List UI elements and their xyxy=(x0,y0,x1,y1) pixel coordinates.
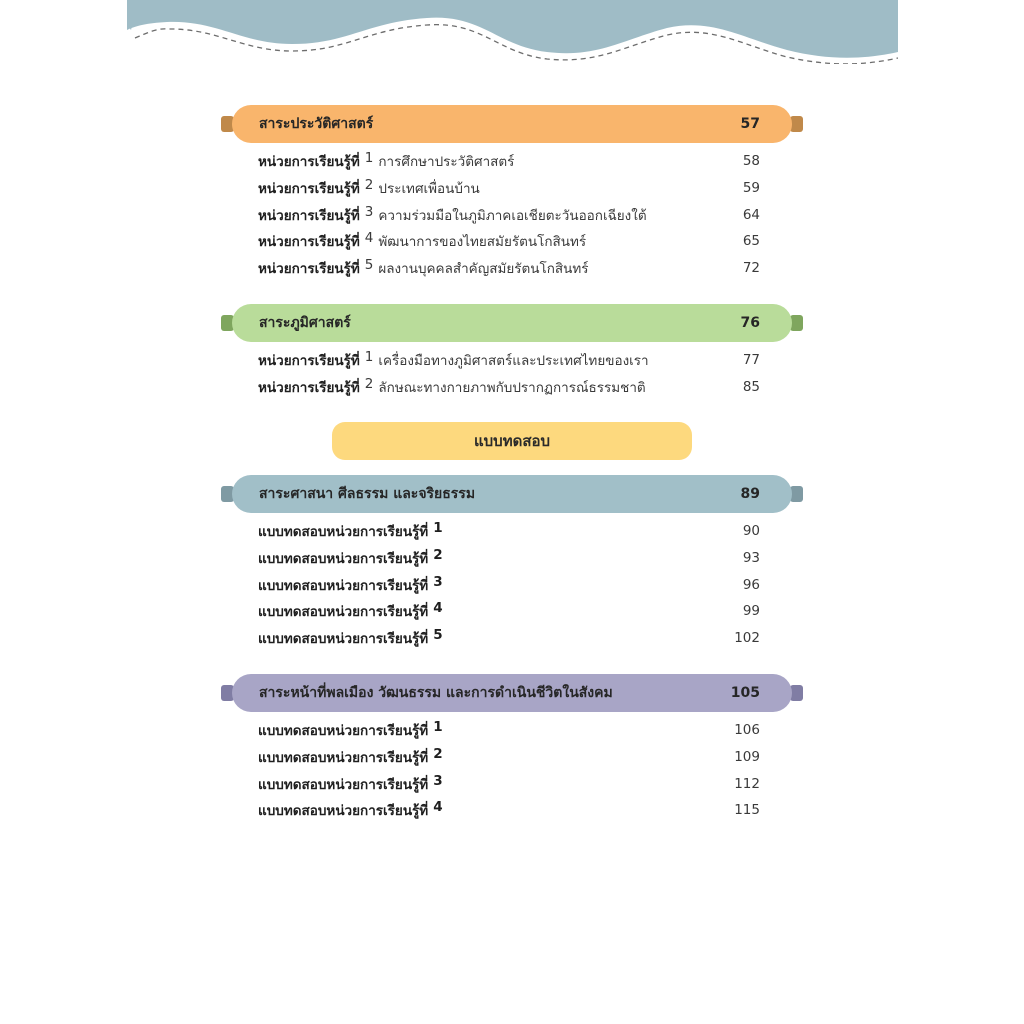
decorative-wave-header xyxy=(127,0,898,64)
entry-title: ลักษณะทางกายภาพกับปรากฏการณ์ธรรมชาติ xyxy=(378,379,646,396)
entry-test-label: แบบทดสอบหน่วยการเรียนรู้ที่ xyxy=(258,803,429,820)
entry-unit-number: 1 xyxy=(364,150,374,166)
entry-test-label: แบบทดสอบหน่วยการเรียนรู้ที่ xyxy=(258,631,429,648)
entry-test-label: แบบทดสอบหน่วยการเรียนรู้ที่ xyxy=(258,749,429,766)
entry-title: พัฒนาการของไทยสมัยรัตนโกสินทร์ xyxy=(378,234,587,251)
entry-label xyxy=(258,520,443,542)
entry-unit-label: หน่วยการเรียนรู้ที่ xyxy=(258,379,360,396)
toc-entry xyxy=(258,627,760,649)
entry-unit-number: 2 xyxy=(433,546,443,563)
entry-unit-label: หน่วยการเรียนรู้ที่ xyxy=(258,154,360,170)
entry-label xyxy=(258,600,443,622)
section-page: 76 xyxy=(740,315,760,331)
entry-label xyxy=(258,376,646,398)
section-page: 105 xyxy=(730,685,760,701)
entry-label xyxy=(258,349,649,371)
entry-label xyxy=(258,799,443,821)
entry-page-number: 99 xyxy=(742,603,760,620)
entry-label xyxy=(258,204,647,226)
toc-entry xyxy=(258,520,760,542)
entry-title: การศึกษาประวัติศาสตร์ xyxy=(378,154,515,170)
entry-unit-number: 4 xyxy=(364,230,374,247)
entry-unit-number: 4 xyxy=(433,799,443,816)
entry-page-number: 109 xyxy=(734,748,760,765)
toc-entry xyxy=(258,349,760,371)
section-header-civics xyxy=(232,674,792,712)
toc-entry xyxy=(258,799,760,821)
section-title: สาระภูมิศาสตร์ xyxy=(259,315,351,331)
entry-test-label: แบบทดสอบหน่วยการเรียนรู้ที่ xyxy=(258,577,429,594)
entry-unit-number: 3 xyxy=(433,772,443,789)
toc-entry xyxy=(258,150,760,172)
toc-entry xyxy=(258,574,760,596)
section-header-history xyxy=(232,105,792,143)
entry-title: ประเทศเพื่อนบ้าน xyxy=(378,180,480,197)
entry-unit-number: 5 xyxy=(433,627,443,644)
entry-test-label: แบบทดสอบหน่วยการเรียนรู้ที่ xyxy=(258,723,429,739)
entry-page-number: 93 xyxy=(742,549,760,566)
entry-unit-label: หน่วยการเรียนรู้ที่ xyxy=(258,234,360,251)
section-title: สาระหน้าที่พลเมือง วัฒนธรรม และการดำเนินชีวิตในสังคม xyxy=(259,685,613,701)
entry-label xyxy=(258,150,514,172)
section-header-religion xyxy=(232,475,792,513)
entry-unit-number: 1 xyxy=(433,520,443,536)
entry-page-number: 102 xyxy=(734,630,760,647)
entry-unit-label: หน่วยการเรียนรู้ที่ xyxy=(258,353,360,369)
entry-label xyxy=(258,177,480,199)
entry-unit-number: 2 xyxy=(364,176,374,193)
entry-page-number: 64 xyxy=(742,206,760,223)
entry-unit-label: หน่วยการเรียนรู้ที่ xyxy=(258,207,360,224)
entry-label xyxy=(258,574,443,596)
entry-title: ผลงานบุคคลสำคัญสมัยรัตนโกสินทร์ xyxy=(378,261,589,278)
entry-page-number: 77 xyxy=(742,352,760,368)
entry-unit-label: หน่วยการเรียนรู้ที่ xyxy=(258,180,360,197)
entry-label xyxy=(258,746,443,768)
toc-entry xyxy=(258,376,760,398)
toc-entry xyxy=(258,257,760,279)
entry-page-number: 90 xyxy=(742,523,760,539)
entry-label xyxy=(258,719,443,741)
entry-page-number: 65 xyxy=(742,233,760,250)
entry-unit-number: 4 xyxy=(433,600,443,617)
entry-unit-number: 3 xyxy=(364,203,374,220)
entry-unit-number: 1 xyxy=(433,719,443,735)
entry-unit-number: 3 xyxy=(433,573,443,590)
toc-entry xyxy=(258,746,760,768)
entry-page-number: 96 xyxy=(742,576,760,593)
toc-entry xyxy=(258,204,760,226)
section-page: 89 xyxy=(740,486,760,502)
toc-entry xyxy=(258,547,760,569)
section-page: 57 xyxy=(740,116,760,132)
toc-entry xyxy=(258,773,760,795)
entry-label xyxy=(258,627,443,649)
entry-page-number: 72 xyxy=(742,260,760,277)
section-title: สาระศาสนา ศีลธรรม และจริยธรรม xyxy=(259,486,476,502)
entry-test-label: แบบทดสอบหน่วยการเรียนรู้ที่ xyxy=(258,550,429,567)
section-header-geography xyxy=(232,304,792,342)
entry-page-number: 115 xyxy=(734,802,760,819)
entry-test-label: แบบทดสอบหน่วยการเรียนรู้ที่ xyxy=(258,776,429,793)
entry-unit-number: 1 xyxy=(364,349,374,365)
entry-label xyxy=(258,773,443,795)
entry-page-number: 112 xyxy=(734,775,760,792)
toc-entry xyxy=(258,719,760,741)
entry-title: ความร่วมมือในภูมิภาคเอเชียตะวันออกเฉียงใต้ xyxy=(378,207,647,224)
entry-page-number: 106 xyxy=(734,722,760,738)
entry-label xyxy=(258,547,443,569)
toc-entry xyxy=(258,230,760,252)
entry-label xyxy=(258,230,586,252)
entry-title: เครื่องมือทางภูมิศาสตร์และประเทศไทยของเรา xyxy=(378,353,649,369)
entry-page-number: 59 xyxy=(742,179,760,196)
toc-entry xyxy=(258,600,760,622)
entry-label xyxy=(258,257,589,279)
entry-page-number: 85 xyxy=(742,378,760,395)
entry-test-label: แบบทดสอบหน่วยการเรียนรู้ที่ xyxy=(258,524,429,540)
toc-entry xyxy=(258,177,760,199)
entry-unit-label: หน่วยการเรียนรู้ที่ xyxy=(258,261,360,278)
entry-unit-number: 2 xyxy=(364,375,374,392)
entry-unit-number: 2 xyxy=(433,745,443,762)
entry-test-label: แบบทดสอบหน่วยการเรียนรู้ที่ xyxy=(258,604,429,621)
tests-heading: แบบทดสอบ xyxy=(332,422,692,460)
section-title: สาระประวัติศาสตร์ xyxy=(259,116,374,132)
entry-page-number: 58 xyxy=(742,153,760,169)
entry-unit-number: 5 xyxy=(364,257,374,274)
